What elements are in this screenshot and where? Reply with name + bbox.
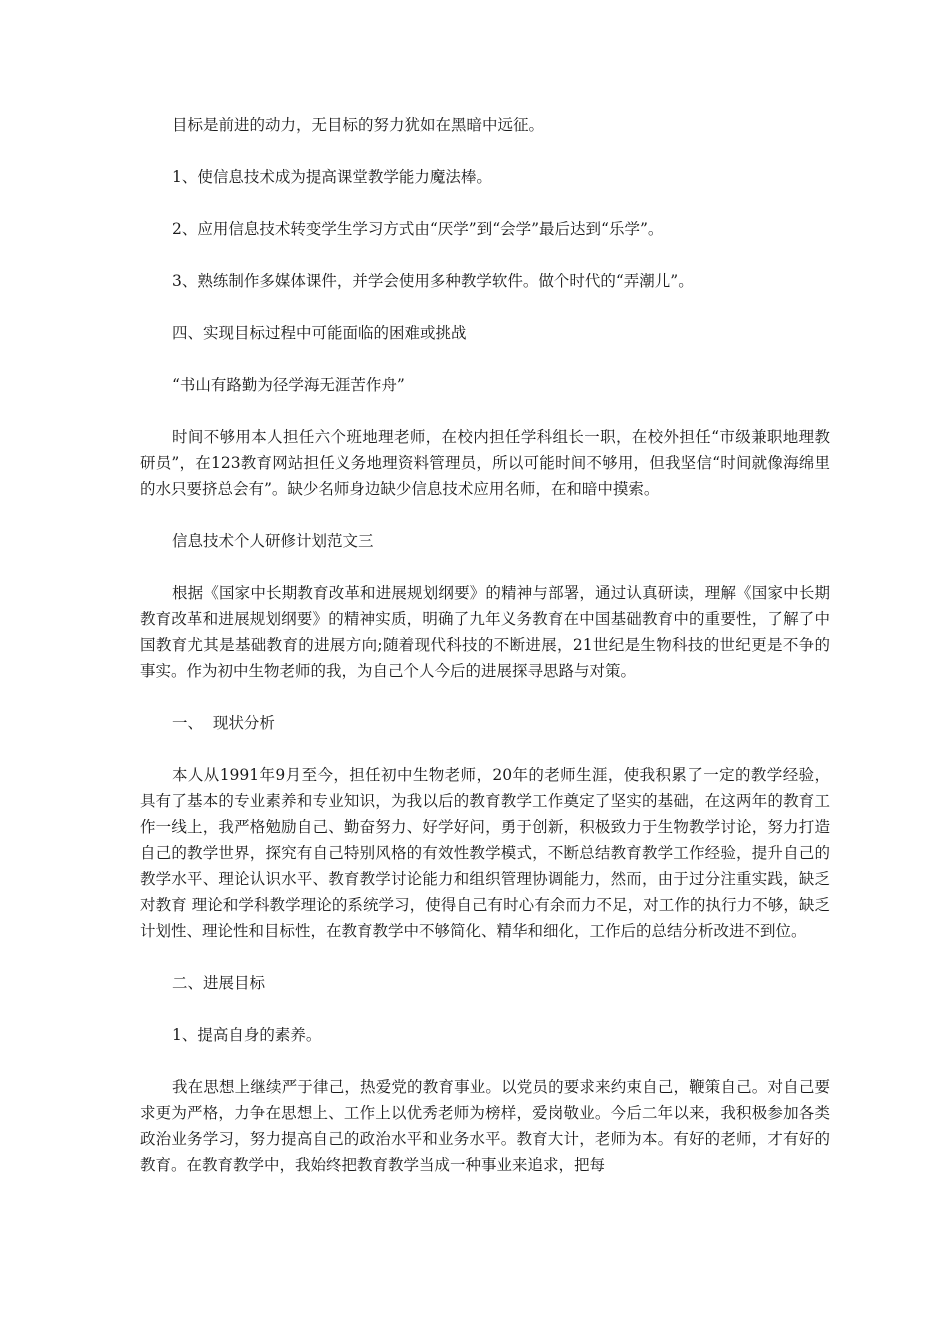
time-shortage-paragraph: 时间不够用本人担任六个班地理老师，在校内担任学科组长一职，在校外担任“市级兼职地理教研员”，在123教育网站担任义务地理资料管理员，所以可能时间不够用，但我坚信“时间就像海绵里的水只要挤总会有”。缺少名师身边缺少信息技术应用名师，在和暗中摸索。 <box>140 428 830 498</box>
section-heading-challenges: 四、实现目标过程中可能面临的困难或挑战 <box>172 324 467 342</box>
section-heading-goals: 二、进展目标 <box>172 974 266 992</box>
goal-subheading-1: 1、提高自身的素养。 <box>172 1026 322 1044</box>
quote-paragraph: “书山有路勤为径学海无涯苦作舟” <box>172 376 405 394</box>
goal-item-2: 2、应用信息技术转变学生学习方式由“厌学”到“会学”最后达到“乐学”。 <box>172 220 664 238</box>
goal-item-3: 3、熟练制作多媒体课件，并学会使用多种教学软件。做个时代的“弄潮儿”。 <box>172 272 694 290</box>
status-analysis-paragraph: 本人从1991年9月至今，担任初中生物老师，20年的老师生涯，使我积累了一定的教学经验，具有了基本的专业素养和专业知识，为我以后的教育教学工作奠定了坚实的基础，在这两年的教育工作一线上，我严格勉励自己、勤奋努力、好学好问，勇于创新，积极致力于生物教学讨论，努力打造自己的教学世界，探究有自己特别风格的有效性教学模式，不断总结教育教学工作经验，提升自己的教学水平、理论认识水平、教育教学讨论能力和组织管理协调能力，然而，由于过分注重实践，缺乏对教育 理论和学科教学理论的系统学习，使得自己有时心有余而力不足，对工作的执行力不够，缺乏计划性、理论性和目标性，在教育教学中不够简化、精华和细化，工作后的总结分析改进不到位。 <box>140 766 830 940</box>
intro-paragraph: 根据《国家中长期教育改革和进展规划纲要》的精神与部署，通过认真研读，理解《国家中长期教育改革和进展规划纲要》的精神实质，明确了九年义务教育在中国基础教育中的重要性，了解了中国教育尤其是基础教育的进展方向;随着现代科技的不断进展，21世纪是生物科技的世纪更是不争的事实。作为初中生物老师的我，为自己个人今后的进展探寻思路与对策。 <box>140 584 830 680</box>
sample-title-3: 信息技术个人研修计划范文三 <box>172 532 374 550</box>
self-improvement-paragraph: 我在思想上继续严于律己，热爱党的教育事业。以党员的要求来约束自己，鞭策自己。对自己要求更为严格，力争在思想上、工作上以优秀老师为榜样，爱岗敬业。今后二年以来，我积极参加各类政治业务学习，努力提高自己的政治水平和业务水平。教育大计，老师为本。有好的老师，才有好的教育。在教育教学中，我始终把教育教学当成一种事业来追求，把每 <box>140 1078 830 1174</box>
goal-item-1: 1、使信息技术成为提高课堂教学能力魔法棒。 <box>172 168 492 186</box>
goal-motivation-paragraph: 目标是前进的动力，无目标的努力犹如在黑暗中远征。 <box>172 116 545 134</box>
section-heading-status: 一、 现状分析 <box>172 714 275 732</box>
document-page <box>140 112 830 1204</box>
